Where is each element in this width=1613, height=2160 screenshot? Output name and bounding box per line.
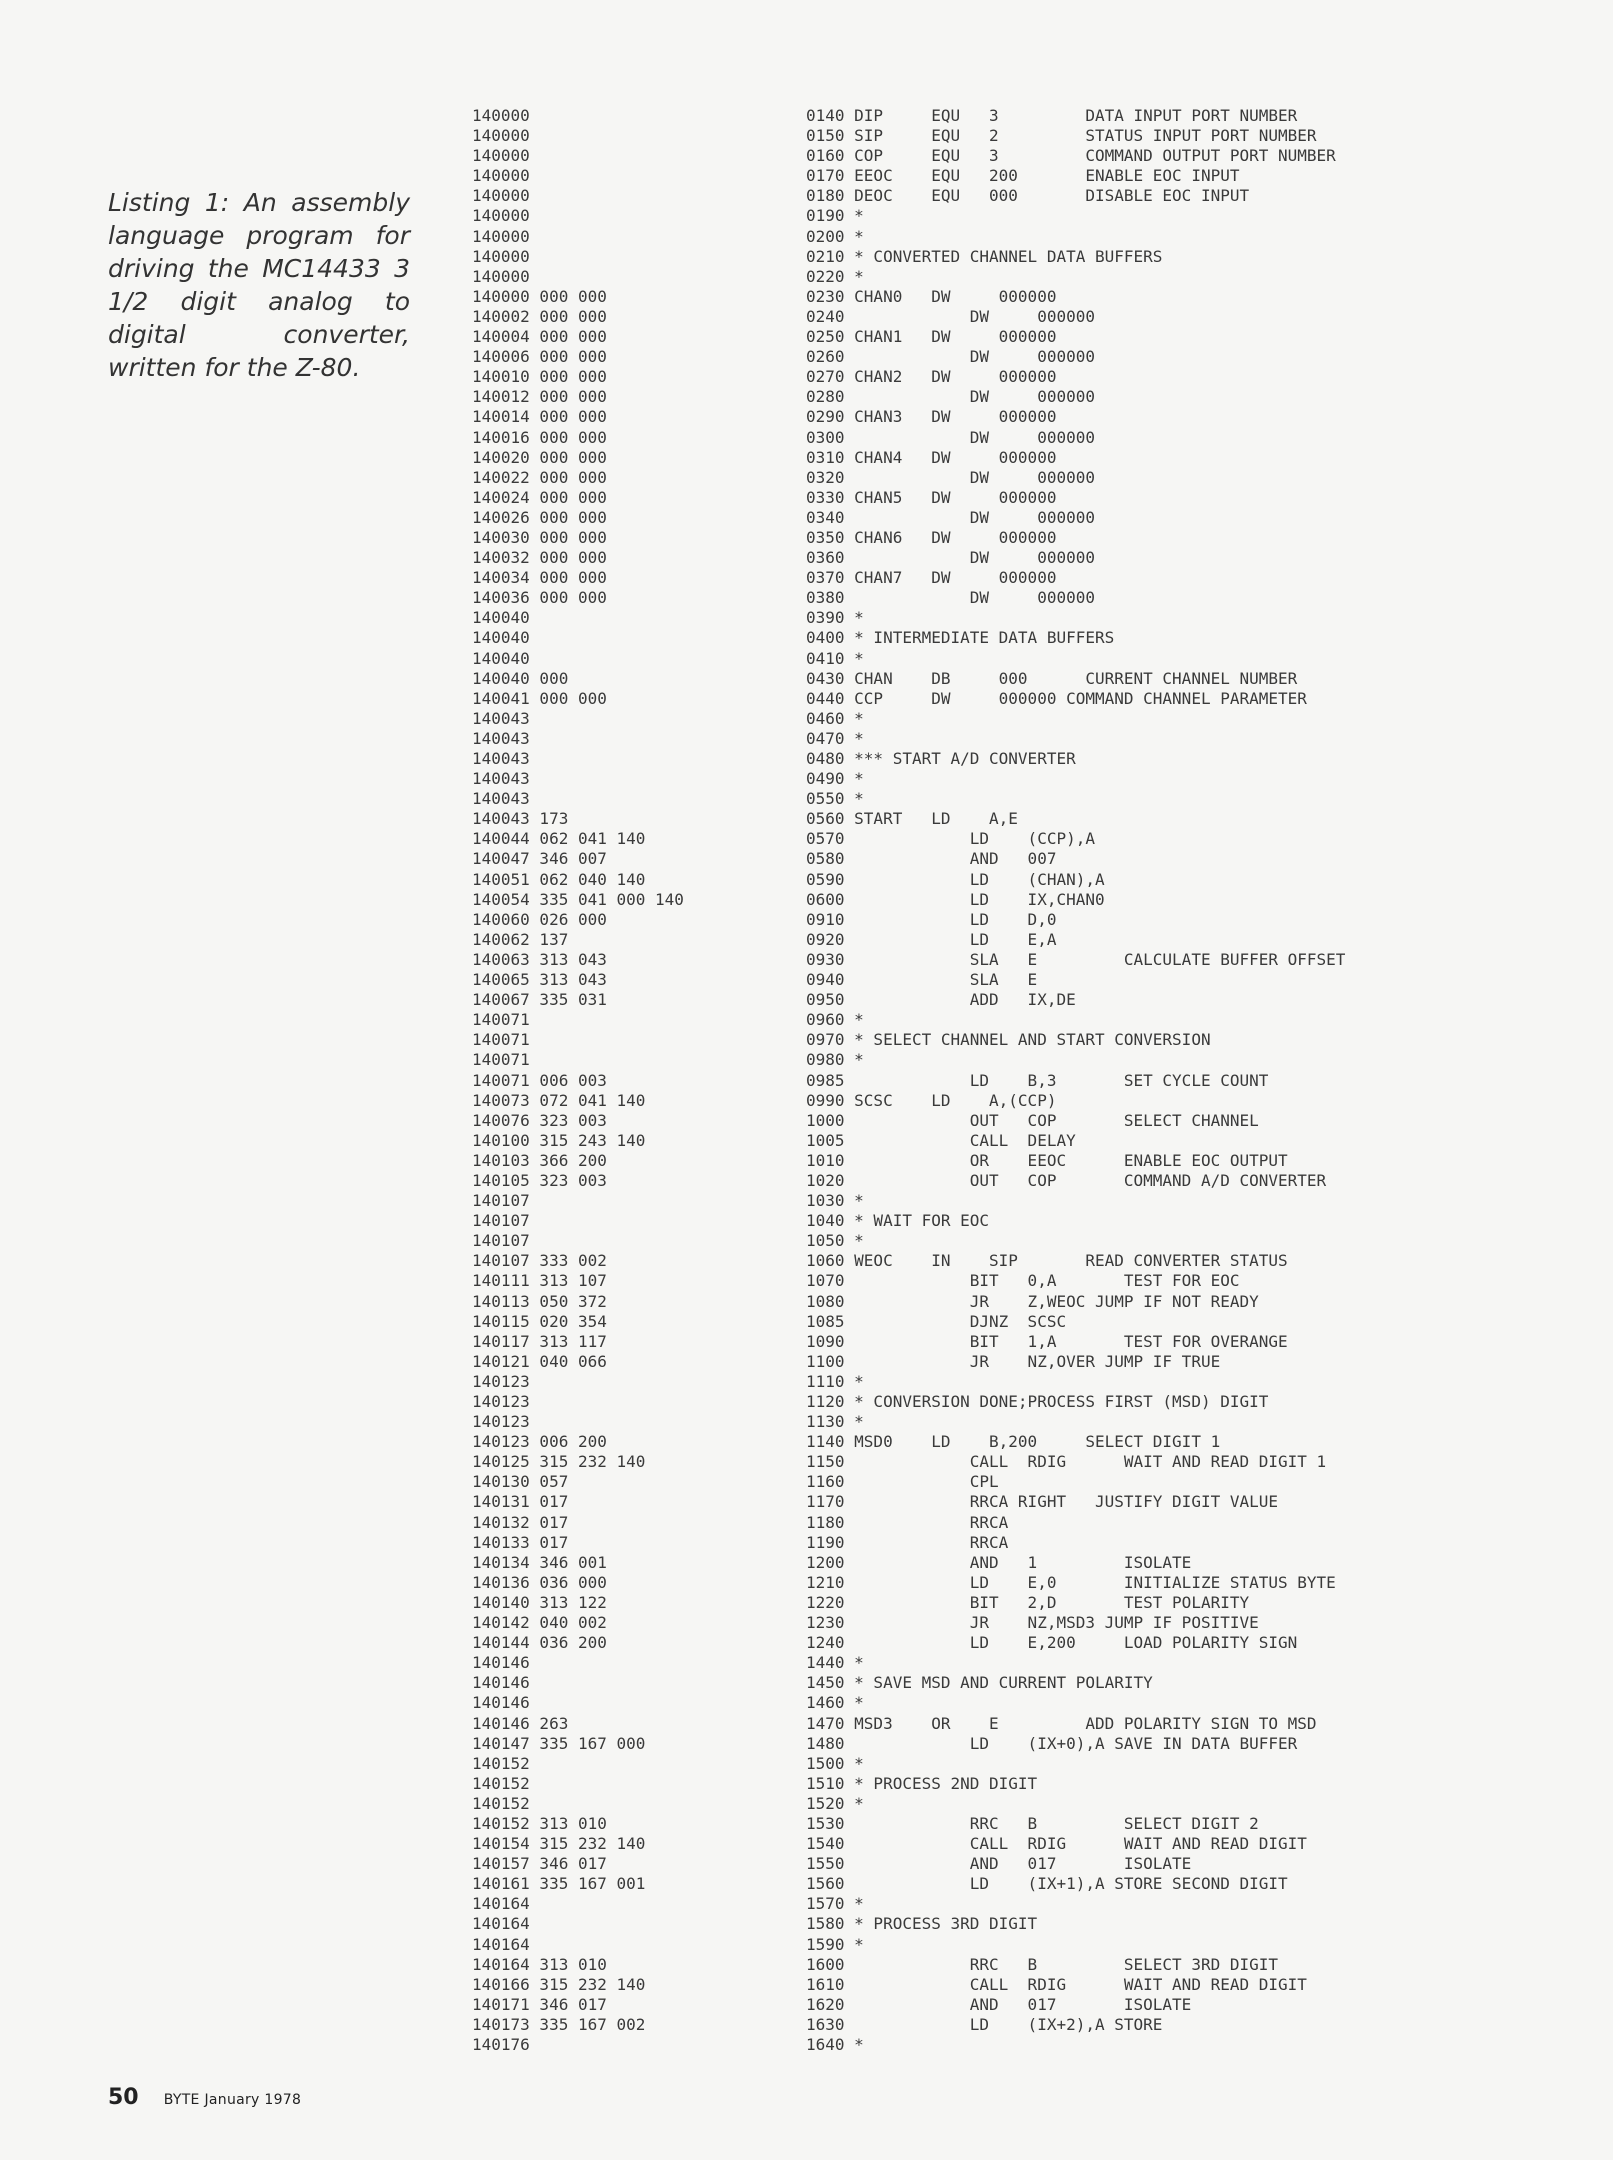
code-listing <box>0 106 1613 2055</box>
listing-row <box>0 608 1613 628</box>
listing-row <box>0 186 1613 206</box>
source-line: 0920 LD E,A <box>806 929 1057 949</box>
listing-row <box>0 1734 1613 1754</box>
object-code: 140146 <box>472 1693 530 1713</box>
listing-row <box>0 1071 1613 1091</box>
listing-row <box>0 1412 1613 1432</box>
object-code: 140073 072 041 140 <box>472 1090 646 1110</box>
object-code: 140123 <box>472 1392 530 1411</box>
source-line: 0270 CHAN2 DW 000000 <box>806 367 1057 387</box>
listing-row <box>0 749 1613 769</box>
source-line: 1070 BIT 0,A TEST FOR EOC <box>806 1271 1240 1291</box>
listing-row <box>0 1593 1613 1613</box>
object-code: 140006 000 000 <box>472 347 607 367</box>
listing-row <box>0 1372 1613 1392</box>
listing-row <box>0 1854 1613 1874</box>
source-line: 0190 * <box>806 206 864 226</box>
object-code: 140040 <box>472 608 530 628</box>
object-code: 140063 313 043 <box>472 949 607 969</box>
source-line: 0470 * <box>806 728 864 748</box>
source-line: 0290 CHAN3 DW 000000 <box>806 407 1057 427</box>
object-code: 140024 000 000 <box>472 487 607 507</box>
source-line: 0220 * <box>806 266 864 286</box>
source-line: 0320 DW 000000 <box>806 467 1095 487</box>
listing-row <box>0 1392 1613 1412</box>
source-line: 1220 BIT 2,D TEST POLARITY <box>806 1592 1250 1612</box>
listing-row <box>0 1794 1613 1814</box>
source-line: 0140 DIP EQU 3 DATA INPUT PORT NUMBER <box>806 106 1298 125</box>
object-code: 140000 <box>472 186 530 206</box>
listing-row <box>0 769 1613 789</box>
object-code: 140041 000 000 <box>472 688 607 708</box>
source-line: 1440 * <box>806 1653 864 1673</box>
object-code: 140040 <box>472 628 530 648</box>
object-code: 140022 000 000 <box>472 467 607 487</box>
object-code: 140000 <box>472 126 530 146</box>
listing-row <box>0 428 1613 448</box>
listing-row <box>0 729 1613 749</box>
source-line: 0490 * <box>806 769 864 789</box>
object-code: 140032 000 000 <box>472 548 607 568</box>
source-line: 1450 * SAVE MSD AND CURRENT POLARITY <box>806 1673 1153 1693</box>
source-line: 1085 DJNZ SCSC <box>806 1311 1067 1331</box>
listing-row <box>0 1754 1613 1774</box>
source-line: 1640 * <box>806 2035 864 2054</box>
object-code: 140071 006 003 <box>472 1070 607 1090</box>
source-line: 1180 RRCA <box>806 1512 1009 1532</box>
listing-row <box>0 1533 1613 1553</box>
object-code: 140100 315 243 140 <box>472 1130 646 1150</box>
object-code: 140107 <box>472 1191 530 1211</box>
listing-row <box>0 1633 1613 1653</box>
source-line: 1200 AND 1 ISOLATE <box>806 1552 1192 1572</box>
object-code: 140043 <box>472 749 530 768</box>
listing-row <box>0 669 1613 689</box>
object-code: 140071 <box>472 1030 530 1050</box>
listing-row <box>0 1231 1613 1251</box>
object-code: 140043 <box>472 728 530 748</box>
source-line: 1080 JR Z,WEOC JUMP IF NOT READY <box>806 1291 1259 1311</box>
source-line: 0940 SLA E <box>806 970 1038 990</box>
object-code: 140026 000 000 <box>472 507 607 527</box>
listing-row <box>0 1271 1613 1291</box>
listing-row <box>0 1955 1613 1975</box>
listing-row <box>0 1131 1613 1151</box>
source-line: 1110 * <box>806 1371 864 1391</box>
object-code: 140107 333 002 <box>472 1251 607 1271</box>
source-line: 0950 ADD IX,DE <box>806 990 1076 1010</box>
listing-row <box>0 287 1613 307</box>
source-line: 0960 * <box>806 1010 864 1030</box>
object-code: 140152 <box>472 1793 530 1813</box>
object-code: 140020 000 000 <box>472 447 607 467</box>
listing-row <box>0 1352 1613 1372</box>
source-line: 1480 LD (IX+0),A SAVE IN DATA BUFFER <box>806 1733 1298 1753</box>
listing-row <box>0 1091 1613 1111</box>
object-code: 140014 000 000 <box>472 407 607 427</box>
listing-row <box>0 327 1613 347</box>
source-line: 0330 CHAN5 DW 000000 <box>806 487 1057 507</box>
object-code: 140000 000 000 <box>472 286 607 306</box>
listing-row <box>0 870 1613 890</box>
listing-row <box>0 1251 1613 1271</box>
object-code: 140125 315 232 140 <box>472 1452 646 1472</box>
object-code: 140164 <box>472 1934 530 1954</box>
source-line: 1540 CALL RDIG WAIT AND READ DIGIT <box>806 1834 1307 1854</box>
source-line: 0260 DW 000000 <box>806 347 1095 367</box>
source-line: 1560 LD (IX+1),A STORE SECOND DIGIT <box>806 1874 1288 1894</box>
source-line: 1240 LD E,200 LOAD POLARITY SIGN <box>806 1633 1298 1653</box>
source-line: 0230 CHAN0 DW 000000 <box>806 286 1057 306</box>
source-line: 1170 RRCA RIGHT JUSTIFY DIGIT VALUE <box>806 1492 1279 1512</box>
listing-row <box>0 950 1613 970</box>
listing-row <box>0 1774 1613 1794</box>
listing-row <box>0 1653 1613 1673</box>
object-code: 140012 000 000 <box>472 387 607 407</box>
listing-row <box>0 1874 1613 1894</box>
listing-row <box>0 1432 1613 1452</box>
object-code: 140000 <box>472 106 530 125</box>
object-code: 140176 <box>472 2035 530 2054</box>
source-line: 1190 RRCA <box>806 1532 1009 1552</box>
page-number: 50 <box>108 2085 139 2110</box>
source-line: 0240 DW 000000 <box>806 306 1095 326</box>
object-code: 140043 <box>472 769 530 789</box>
object-code: 140123 006 200 <box>472 1432 607 1452</box>
source-line: 0200 * <box>806 226 864 246</box>
source-line: 1210 LD E,0 INITIALIZE STATUS BYTE <box>806 1572 1336 1592</box>
object-code: 140000 <box>472 146 530 166</box>
object-code: 140111 313 107 <box>472 1271 607 1291</box>
source-line: 0560 START LD A,E <box>806 809 1018 829</box>
source-line: 0400 * INTERMEDIATE DATA BUFFERS <box>806 628 1115 648</box>
source-line: 0150 SIP EQU 2 STATUS INPUT PORT NUMBER <box>806 126 1317 146</box>
object-code: 140016 000 000 <box>472 427 607 447</box>
listing-row <box>0 2035 1613 2055</box>
listing-row <box>0 1151 1613 1171</box>
listing-row <box>0 347 1613 367</box>
listing-row <box>0 1553 1613 1573</box>
source-line: 1520 * <box>806 1793 864 1813</box>
object-code: 140164 <box>472 1914 530 1934</box>
source-line: 0460 * <box>806 708 864 728</box>
source-line: 1150 CALL RDIG WAIT AND READ DIGIT 1 <box>806 1452 1327 1472</box>
publication-line: BYTE January 1978 <box>163 2092 302 2108</box>
object-code: 140000 <box>472 266 530 286</box>
object-code: 140000 <box>472 166 530 186</box>
source-line: 0280 DW 000000 <box>806 387 1095 407</box>
source-line: 0970 * SELECT CHANNEL AND START CONVERSION <box>806 1030 1211 1050</box>
object-code: 140161 335 167 001 <box>472 1874 646 1894</box>
source-line: 1120 * CONVERSION DONE;PROCESS FIRST (MSD) DIGIT <box>806 1392 1269 1411</box>
listing-row <box>0 829 1613 849</box>
listing-row <box>0 126 1613 146</box>
listing-row <box>0 1714 1613 1734</box>
listing-row <box>0 307 1613 327</box>
listing-row <box>0 1030 1613 1050</box>
source-line: 0430 CHAN DB 000 CURRENT CHANNEL NUMBER <box>806 668 1298 688</box>
source-line: 0210 * CONVERTED CHANNEL DATA BUFFERS <box>806 246 1163 266</box>
listing-row <box>0 568 1613 588</box>
source-line: 1140 MSD0 LD B,200 SELECT DIGIT 1 <box>806 1432 1221 1452</box>
listing-row <box>0 1010 1613 1030</box>
source-line: 0390 * <box>806 608 864 628</box>
object-code: 140131 017 <box>472 1492 569 1512</box>
listing-row <box>0 930 1613 950</box>
source-line: 0340 DW 000000 <box>806 507 1095 527</box>
listing-row <box>0 528 1613 548</box>
listing-row <box>0 1292 1613 1312</box>
listing-row <box>0 1935 1613 1955</box>
object-code: 140140 313 122 <box>472 1592 607 1612</box>
listing-row <box>0 1814 1613 1834</box>
source-line: 1030 * <box>806 1191 864 1211</box>
listing-row <box>0 1995 1613 2015</box>
object-code: 140054 335 041 000 140 <box>472 889 684 909</box>
listing-row <box>0 206 1613 226</box>
listing-row <box>0 1834 1613 1854</box>
object-code: 140002 000 000 <box>472 306 607 326</box>
listing-row <box>0 1111 1613 1131</box>
source-line: 0600 LD IX,CHAN0 <box>806 889 1105 909</box>
source-line: 0310 CHAN4 DW 000000 <box>806 447 1057 467</box>
source-line: 1050 * <box>806 1231 864 1251</box>
object-code: 140010 000 000 <box>472 367 607 387</box>
source-line: 1460 * <box>806 1693 864 1713</box>
object-code: 140123 <box>472 1371 530 1391</box>
listing-row <box>0 106 1613 126</box>
listing-row <box>0 1452 1613 1472</box>
listing-row <box>0 1171 1613 1191</box>
source-line: 0250 CHAN1 DW 000000 <box>806 327 1057 347</box>
source-line: 0990 SCSC LD A,(CCP) <box>806 1090 1057 1110</box>
listing-row <box>0 367 1613 387</box>
listing-row <box>0 548 1613 568</box>
object-code: 140030 000 000 <box>472 527 607 547</box>
listing-row <box>0 166 1613 186</box>
listing-row <box>0 1492 1613 1512</box>
listing-row <box>0 910 1613 930</box>
object-code: 140000 <box>472 206 530 226</box>
source-line: 0930 SLA E CALCULATE BUFFER OFFSET <box>806 949 1346 969</box>
object-code: 140152 313 010 <box>472 1813 607 1833</box>
object-code: 140146 263 <box>472 1713 569 1733</box>
listing-row <box>0 970 1613 990</box>
object-code: 140164 <box>472 1894 530 1914</box>
object-code: 140164 313 010 <box>472 1954 607 1974</box>
object-code: 140040 000 <box>472 668 569 688</box>
object-code: 140107 <box>472 1211 530 1231</box>
source-line: 1510 * PROCESS 2ND DIGIT <box>806 1773 1038 1793</box>
listing-row <box>0 849 1613 869</box>
object-code: 140142 040 002 <box>472 1613 607 1633</box>
object-code: 140067 335 031 <box>472 990 607 1010</box>
listing-row <box>0 990 1613 1010</box>
listing-row <box>0 1693 1613 1713</box>
object-code: 140117 313 117 <box>472 1331 607 1351</box>
object-code: 140065 313 043 <box>472 970 607 990</box>
source-line: 1550 AND 017 ISOLATE <box>806 1854 1192 1874</box>
object-code: 140152 <box>472 1753 530 1773</box>
source-line: 0180 DEOC EQU 000 DISABLE EOC INPUT <box>806 186 1250 206</box>
listing-row <box>0 588 1613 608</box>
object-code: 140157 346 017 <box>472 1854 607 1874</box>
object-code: 140132 017 <box>472 1512 569 1532</box>
listing-row <box>0 146 1613 166</box>
object-code: 140047 346 007 <box>472 849 607 869</box>
object-code: 140152 <box>472 1773 530 1793</box>
listing-row <box>0 649 1613 669</box>
object-code: 140051 062 040 140 <box>472 869 646 889</box>
source-line: 0410 * <box>806 648 864 668</box>
object-code: 140123 <box>472 1412 530 1432</box>
source-line: 1630 LD (IX+2),A STORE <box>806 2014 1163 2034</box>
source-line: 1570 * <box>806 1894 864 1914</box>
listing-row <box>0 1332 1613 1352</box>
source-line: 0350 CHAN6 DW 000000 <box>806 527 1057 547</box>
object-code: 140146 <box>472 1653 530 1673</box>
listing-row <box>0 709 1613 729</box>
object-code: 140044 062 041 140 <box>472 829 646 849</box>
source-line: 0300 DW 000000 <box>806 427 1095 447</box>
source-line: 1470 MSD3 OR E ADD POLARITY SIGN TO MSD <box>806 1713 1317 1733</box>
object-code: 140134 346 001 <box>472 1552 607 1572</box>
source-line: 1000 OUT COP SELECT CHANNEL <box>806 1110 1259 1130</box>
listing-row <box>0 468 1613 488</box>
listing-row <box>0 1673 1613 1693</box>
listing-row <box>0 407 1613 427</box>
source-line: 0440 CCP DW 000000 COMMAND CHANNEL PARAMETER <box>806 688 1307 708</box>
listing-row <box>0 508 1613 528</box>
listing-row <box>0 1312 1613 1332</box>
listing-row <box>0 1472 1613 1492</box>
object-code: 140071 <box>472 1010 530 1030</box>
source-line: 1530 RRC B SELECT DIGIT 2 <box>806 1813 1259 1833</box>
object-code: 140166 315 232 140 <box>472 1974 646 1994</box>
listing-row <box>0 1914 1613 1934</box>
object-code: 140144 036 200 <box>472 1633 607 1653</box>
object-code: 140105 323 003 <box>472 1170 607 1190</box>
object-code: 140115 020 354 <box>472 1311 607 1331</box>
source-line: 1160 CPL <box>806 1472 999 1492</box>
source-line: 1600 RRC B SELECT 3RD DIGIT <box>806 1954 1279 1974</box>
object-code: 140130 057 <box>472 1472 569 1492</box>
object-code: 140043 <box>472 789 530 809</box>
source-line: 0370 CHAN7 DW 000000 <box>806 568 1057 588</box>
object-code: 140004 000 000 <box>472 327 607 347</box>
source-line: 0380 DW 000000 <box>806 588 1095 608</box>
object-code: 140173 335 167 002 <box>472 2014 646 2034</box>
source-line: 0170 EEOC EQU 200 ENABLE EOC INPUT <box>806 166 1240 186</box>
object-code: 140043 173 <box>472 809 569 829</box>
listing-row <box>0 1894 1613 1914</box>
listing-row <box>0 809 1613 829</box>
source-line: 0360 DW 000000 <box>806 548 1095 568</box>
listing-row <box>0 890 1613 910</box>
source-line: 1020 OUT COP COMMAND A/D CONVERTER <box>806 1170 1327 1190</box>
listing-row <box>0 387 1613 407</box>
source-line: 0480 *** START A/D CONVERTER <box>806 749 1076 768</box>
listing-row <box>0 247 1613 267</box>
source-line: 0590 LD (CHAN),A <box>806 869 1105 889</box>
listing-row <box>0 267 1613 287</box>
object-code: 140171 346 017 <box>472 1994 607 2014</box>
object-code: 140076 323 003 <box>472 1110 607 1130</box>
source-line: 1500 * <box>806 1753 864 1773</box>
listing-row <box>0 1975 1613 1995</box>
source-line: 1620 AND 017 ISOLATE <box>806 1994 1192 2014</box>
listing-caption: Listing 1: An assembly language program for driving the MC14433 3 1/2 digit analog to digital converter, written for the Z-80. <box>108 188 410 382</box>
listing-row <box>0 1573 1613 1593</box>
object-code: 140040 <box>472 648 530 668</box>
listing-row <box>0 789 1613 809</box>
object-code: 140146 <box>472 1673 530 1693</box>
listing-row <box>0 448 1613 468</box>
source-line: 1010 OR EEOC ENABLE EOC OUTPUT <box>806 1150 1288 1170</box>
source-line: 0985 LD B,3 SET CYCLE COUNT <box>806 1070 1269 1090</box>
object-code: 140043 <box>472 708 530 728</box>
object-code: 140062 137 <box>472 929 569 949</box>
object-code: 140121 040 066 <box>472 1351 607 1371</box>
object-code: 140000 <box>472 246 530 266</box>
listing-row <box>0 1211 1613 1231</box>
object-code: 140036 000 000 <box>472 588 607 608</box>
object-code: 140060 026 000 <box>472 909 607 929</box>
object-code: 140103 366 200 <box>472 1150 607 1170</box>
listing-row <box>0 1191 1613 1211</box>
object-code: 140071 <box>472 1050 530 1070</box>
page-footer <box>108 2085 301 2110</box>
listing-row <box>0 1613 1613 1633</box>
source-line: 0570 LD (CCP),A <box>806 829 1095 849</box>
source-line: 0580 AND 007 <box>806 849 1057 869</box>
source-line: 0550 * <box>806 789 864 809</box>
source-line: 0980 * <box>806 1050 864 1070</box>
source-line: 1040 * WAIT FOR EOC <box>806 1211 990 1231</box>
object-code: 140147 335 167 000 <box>472 1733 646 1753</box>
listing-row <box>0 689 1613 709</box>
object-code: 140000 <box>472 226 530 246</box>
object-code: 140034 000 000 <box>472 568 607 588</box>
object-code: 140113 050 372 <box>472 1291 607 1311</box>
source-line: 1100 JR NZ,OVER JUMP IF TRUE <box>806 1351 1221 1371</box>
listing-row <box>0 1513 1613 1533</box>
source-line: 1060 WEOC IN SIP READ CONVERTER STATUS <box>806 1251 1288 1271</box>
object-code: 140136 036 000 <box>472 1572 607 1592</box>
object-code: 140107 <box>472 1231 530 1251</box>
listing-row <box>0 1050 1613 1070</box>
listing-row <box>0 2015 1613 2035</box>
source-line: 1090 BIT 1,A TEST FOR OVERANGE <box>806 1331 1288 1351</box>
source-line: 1005 CALL DELAY <box>806 1130 1076 1150</box>
source-line: 0160 COP EQU 3 COMMAND OUTPUT PORT NUMBER <box>806 146 1336 166</box>
listing-row <box>0 488 1613 508</box>
source-line: 1230 JR NZ,MSD3 JUMP IF POSITIVE <box>806 1613 1259 1633</box>
source-line: 0910 LD D,0 <box>806 909 1057 929</box>
listing-row <box>0 628 1613 648</box>
source-line: 1610 CALL RDIG WAIT AND READ DIGIT <box>806 1974 1307 1994</box>
object-code: 140154 315 232 140 <box>472 1834 646 1854</box>
object-code: 140133 017 <box>472 1532 569 1552</box>
listing-row <box>0 227 1613 247</box>
source-line: 1590 * <box>806 1934 864 1954</box>
source-line: 1580 * PROCESS 3RD DIGIT <box>806 1914 1038 1934</box>
source-line: 1130 * <box>806 1412 864 1432</box>
